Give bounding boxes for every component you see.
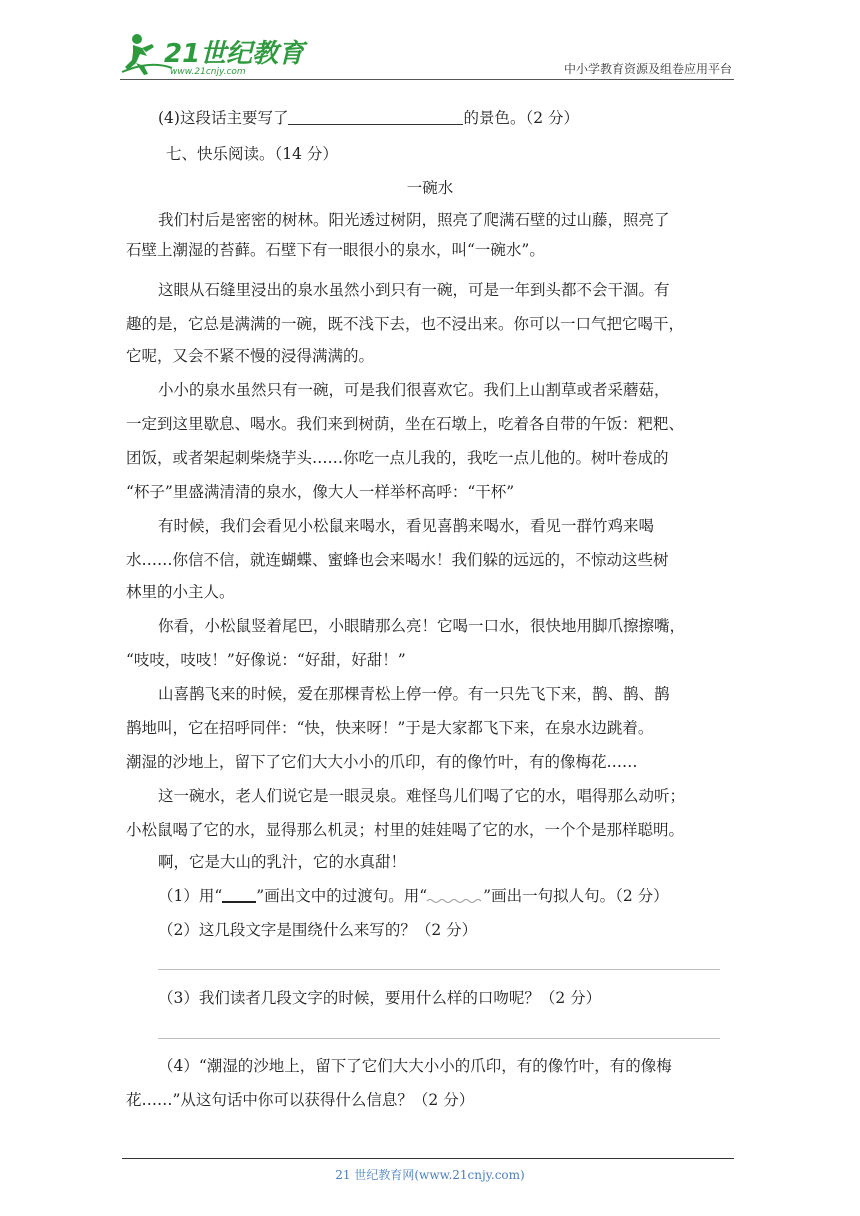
passage-line: 趣的是，它总是满满的一碗，既不浅下去，也不浸出来。你可以一口气把它喝干， [126, 315, 685, 333]
logo-text: 21世纪教育 [164, 39, 305, 69]
question-4-line1: （4）“潮湿的沙地上，留下了它们大大小小的爪印，有的像竹叶，有的像梅 [158, 1057, 672, 1075]
header-divider [120, 79, 734, 80]
logo-url: www.21cnjy.com [170, 67, 246, 77]
passage-line: 山喜鹊飞来的时候，爱在那棵青松上停一停。有一只先飞下来，鹊、鹊、鹊 [158, 685, 670, 703]
prev-q4-before: (4)这段话主要写了 [158, 109, 289, 127]
prev-question-4 [158, 108, 579, 128]
footer-text[interactable]: 21 世纪教育网(www.21cnjy.com) [335, 1168, 525, 1182]
question-4-line2: 花……”从这句话中你可以获得什么信息？（2 分） [126, 1091, 475, 1109]
passage-line: “吱吱，吱吱！”好像说：“好甜，好甜！” [126, 651, 406, 669]
answer-blank[interactable] [288, 110, 463, 125]
passage-line: 潮湿的沙地上，留下了它们大大小小的爪印，有的像竹叶，有的像梅花…… [126, 753, 638, 771]
passage-line: 我们村后是密密的树林。阳光透过树阴，照亮了爬满石壁的过山藤，照亮了 [158, 211, 670, 229]
passage-title: 一碗水 [406, 179, 454, 197]
answer-line-q3[interactable] [158, 1038, 720, 1039]
footer-divider [122, 1158, 734, 1159]
passage-line: 林里的小主人。 [126, 583, 235, 601]
passage-line: 小松鼠喝了它的水，显得那么机灵；村里的娃娃喝了它的水，一个个是那样聪明。 [126, 821, 685, 839]
passage-line: 这一碗水，老人们说它是一眼灵泉。难怪鸟儿们喝了它的水，唱得那么动听； [158, 787, 686, 805]
passage-line: 小小的泉水虽然只有一碗，可是我们很喜欢它。我们上山割草或者采蘑菇， [158, 381, 670, 399]
q1-part2: ”画出文中的过渡句。用“ [256, 887, 428, 905]
logo [120, 30, 305, 77]
question-3: （3）我们读者几段文字的时候，要用什么样的口吻呢？（2 分） [158, 989, 602, 1007]
passage-line: 团饭，或者架起刺柴烧芋头……你吃一点儿我的，我吃一点儿他的。树叶卷成的 [126, 449, 669, 467]
passage-line: 它呢，又会不紧不慢的浸得满满的。 [126, 347, 375, 365]
passage-line: “杯子”里盛满清清的泉水，像大人一样举杯高呼：“干杯” [126, 483, 515, 501]
page-header [120, 28, 732, 78]
answer-line-q2[interactable] [158, 969, 720, 970]
q1-part3: ”画出一句拟人句。（2 分） [483, 887, 669, 905]
passage-line: 你看，小松鼠竖着尾巴，小眼睛那么亮！它喝一口水，很快地用脚爪擦擦嘴， [158, 617, 686, 635]
platform-label: 中小学教育资源及组卷应用平台 [563, 62, 732, 76]
passage-line: 这眼从石缝里浸出的泉水虽然小到只有一碗，可是一年到头都不会干涸。有 [158, 281, 670, 299]
passage-line: 啊，它是大山的乳汁，它的水真甜！ [158, 853, 407, 871]
question-1 [158, 886, 669, 906]
wavy-line-mark [427, 891, 483, 903]
q1-part1: （1）用“ [158, 887, 223, 905]
straight-line-mark [222, 889, 256, 903]
passage-line: 有时候，我们会看见小松鼠来喝水，看见喜鹊来喝水，看见一群竹鸡来喝 [158, 517, 655, 535]
passage-line: 石壁上潮湿的苔藓。石壁下有一眼很小的泉水，叫“一碗水”。 [126, 241, 545, 259]
runner-logo-icon [120, 30, 305, 77]
passage-line: 水……你信不信，就连蝴蝶、蜜蜂也会来喝水！我们躲的远远的，不惊动这些树 [126, 551, 669, 569]
question-2: （2）这几段文字是围绕什么来写的？（2 分） [158, 921, 478, 939]
passage-line: 一定到这里歇息、喝水。我们来到树荫，坐在石墩上，吃着各自带的午饭：粑粑、 [126, 415, 685, 433]
section-title: 七、快乐阅读。（14 分） [166, 145, 338, 163]
passage-line: 鹊地叫，它在招呼同伴：“快，快来呀！”于是大家都飞下来，在泉水边跳着。 [126, 719, 654, 737]
prev-q4-after: 的景色。（2 分） [463, 109, 580, 127]
